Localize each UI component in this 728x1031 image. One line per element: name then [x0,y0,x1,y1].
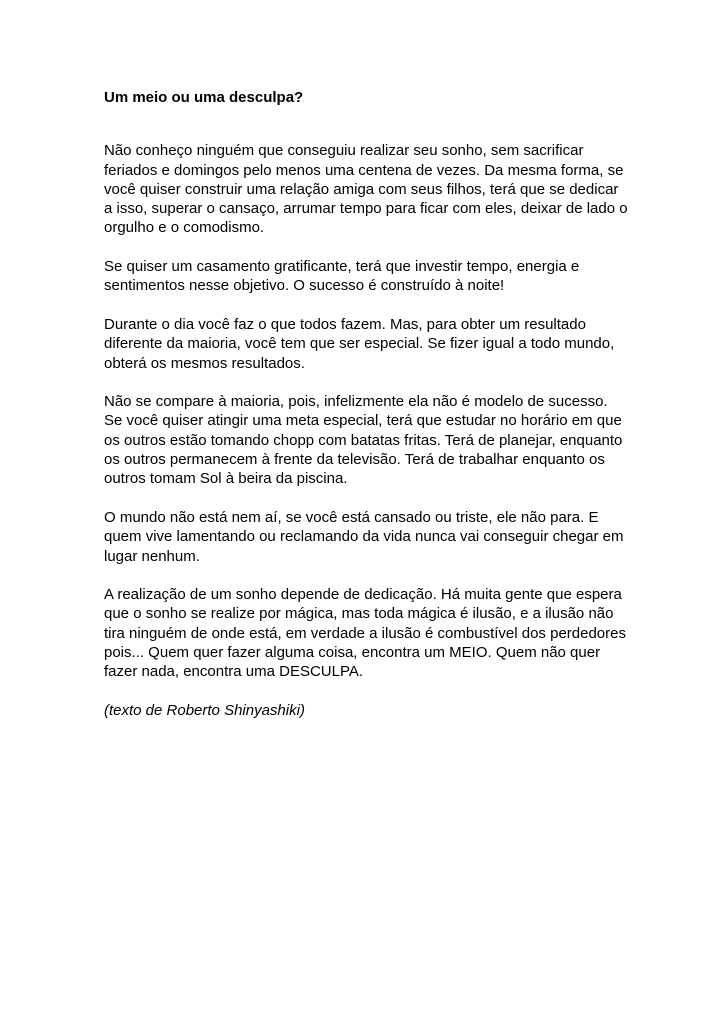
document-page [104,88,628,720]
author-credit: (texto de Roberto Shinyashiki) [104,701,305,719]
paragraph-4: Não se compare à maioria, pois, infelizmente ela não é modelo de sucesso. Se você quiser atingir uma meta especial, terá que estudar no horário em que os outros estão tomando chopp com batatas fritas. Terá de planejar, enquanto os outros permanecem à frente da televisão. Terá de trabalhar enquanto os outros tomam Sol à beira da piscina. [104,393,623,488]
paragraph-2: Se quiser um casamento gratificante, terá que investir tempo, energia e sentimentos nesse objetivo. O sucesso é construído à noite! [104,258,580,295]
paragraph-1: Não conheço ninguém que conseguiu realizar seu sonho, sem sacrificar feriados e domingos pelo menos uma centena de vezes. Da mesma forma, se você quiser construir uma relação amiga com seus filhos, terá que se dedicar a isso, superar o cansaço, arrumar tempo para ficar com eles, deixar de lado o orgulho e o comodismo. [104,142,628,237]
paragraph-6: A realização de um sonho depende de dedicação. Há muita gente que espera que o sonho se realize por mágica, mas toda mágica é ilusão, e a ilusão não tira ninguém de onde está, em verdade a ilusão é combustível dos perdedores pois... Quem quer fazer alguma coisa, encontra um MEIO. Quem não quer fazer nada, encontra uma DESCULPA. [104,586,626,681]
document-title: Um meio ou uma desculpa? [104,89,304,106]
paragraph-3: Durante o dia você faz o que todos fazem. Mas, para obter um resultado diferente da maioria, você tem que ser especial. Se fizer igual a todo mundo, obterá os mesmos resultados. [104,315,615,372]
paragraph-5: O mundo não está nem aí, se você está cansado ou triste, ele não para. E quem vive lamentando ou reclamando da vida nunca vai conseguir chegar em lugar nenhum. [104,508,624,565]
